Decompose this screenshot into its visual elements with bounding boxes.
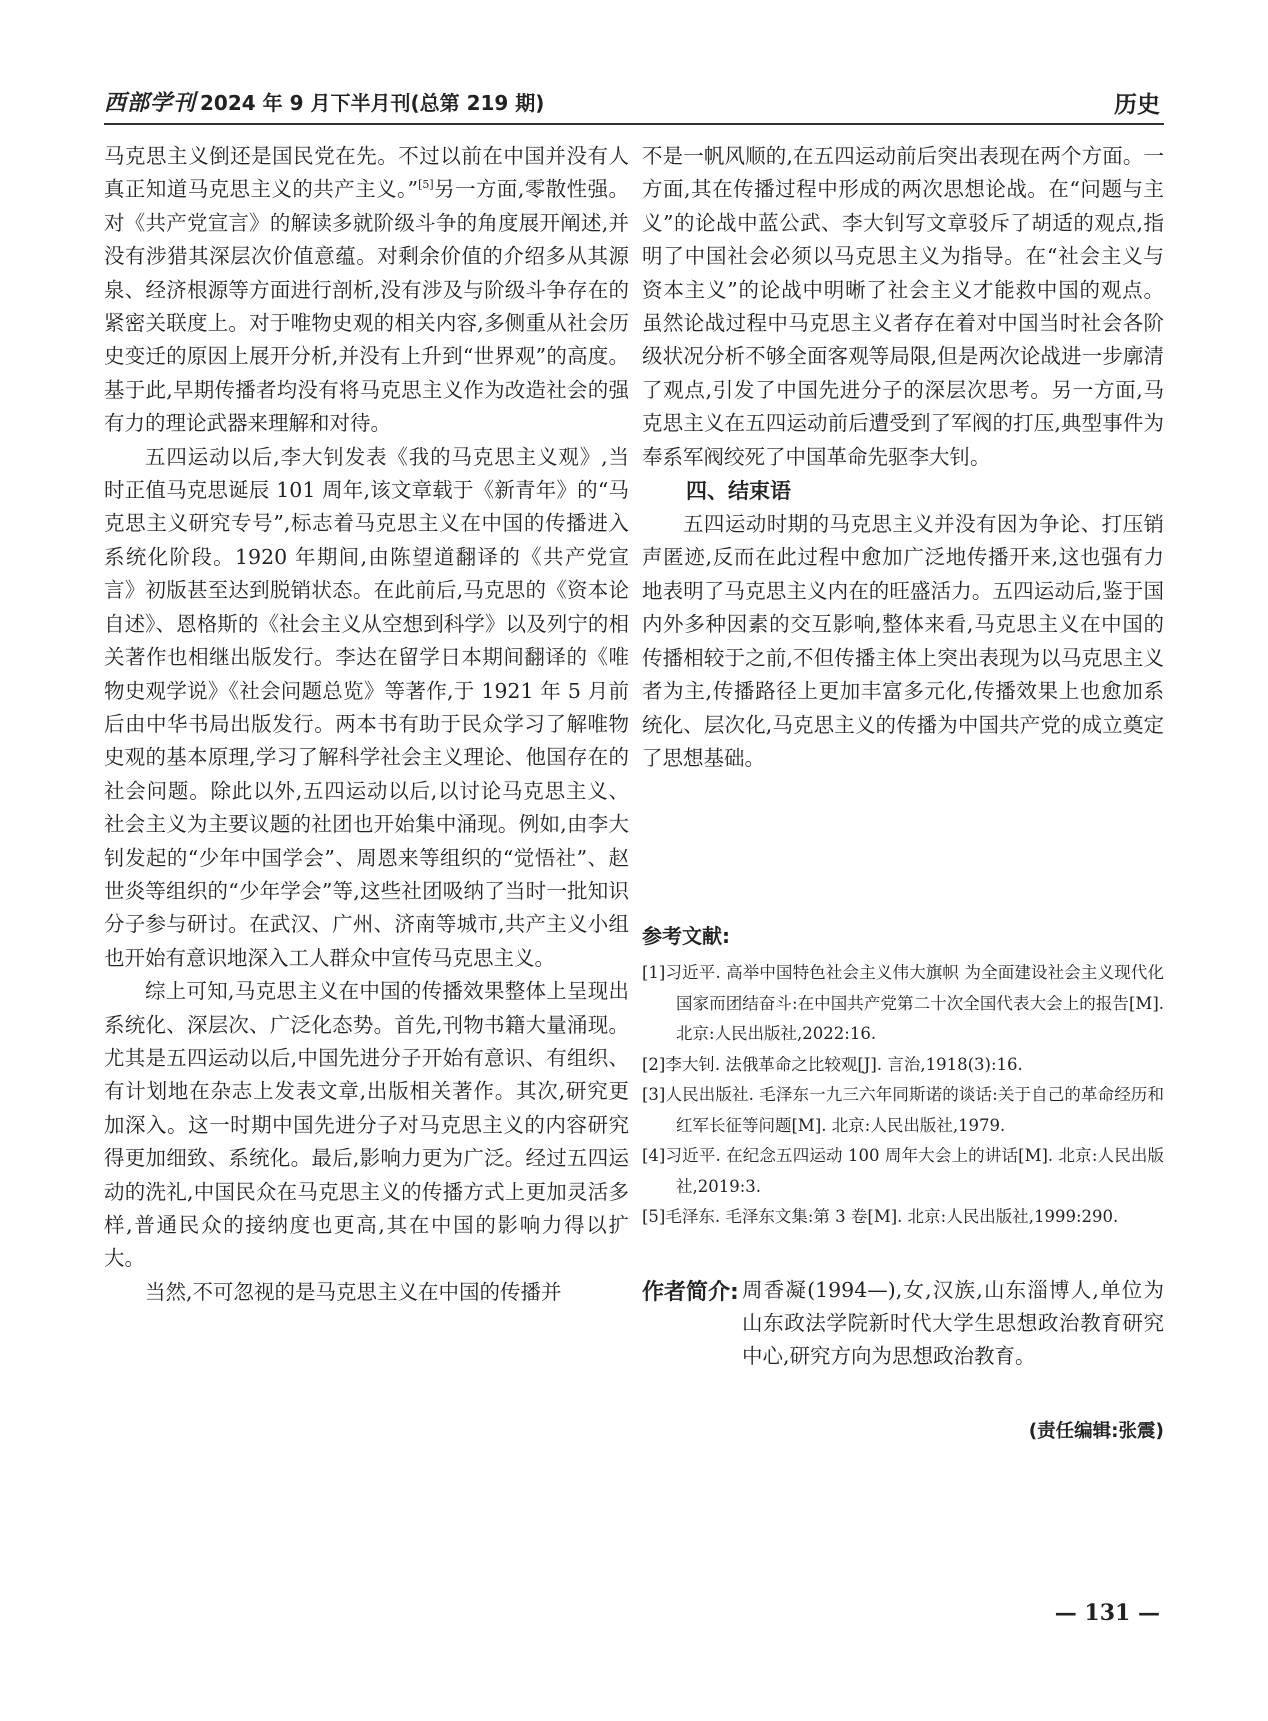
reference-item: [4]习近平. 在纪念五四运动 100 周年大会上的讲话[M]. 北京:人民出版社,2019:3. xyxy=(642,1146,1164,1196)
references-title: 参考文献: xyxy=(642,924,730,948)
journal-logo: 西部学刊 xyxy=(104,90,197,116)
page-header xyxy=(104,86,1164,120)
left-paragraph-1-text: 马克思主义倒还是国民党在先。不过以前在中国并没有人真正知道马克思主义的共产主义。” xyxy=(104,144,629,202)
responsible-editor: (责任编辑:张震) xyxy=(1028,1421,1164,1442)
reference-item: [5]毛泽东. 毛泽东文集:第 3 卷[M]. 北京:人民出版社,1999:290. xyxy=(642,1207,1119,1226)
left-paragraph-4: 当然,不可忽视的是马克思主义在中国的传播并 xyxy=(145,1279,562,1304)
journal-issue: 2024 年 9 月下半月刊(总第 219 期) xyxy=(200,91,545,115)
reference-item: [1]习近平. 高举中国特色社会主义伟大旗帜 为全面建设社会主义现代化国家而团结奋斗:在中国共产党第二十次全国代表大会上的报告[M]. 北京:人民出版社,2022:16. xyxy=(642,963,1164,1043)
left-column xyxy=(104,140,629,1309)
citation-5: [5] xyxy=(418,178,434,192)
page-number: — 131 — xyxy=(1054,1600,1160,1626)
left-paragraph-1 xyxy=(104,140,629,441)
section-tag: 历史 xyxy=(1114,92,1160,118)
section-heading: 四、结束语 xyxy=(686,479,791,504)
reference-item: [3]人民出版社. 毛泽东一九三六年同斯诺的谈话:关于自己的革命经历和红军长征等问题[M]. 北京:人民出版社,1979. xyxy=(642,1085,1164,1135)
author-bio: 周香凝(1994—),女,汉族,山东淄博人,单位为山东政法学院新时代大学生思想政治教育研究中心,研究方向为思想政治教育。 xyxy=(742,1278,1164,1368)
references-list xyxy=(642,958,1164,1233)
right-column xyxy=(642,140,1164,775)
left-paragraph-2: 五四运动以后,李大钊发表《我的马克思主义观》,当时正值马克思诞辰 101 周年,该文章载于《新青年》的“马克思主义研究专号”,标志着马克思主义在中国的传播进入系统化阶段。1920 年期间,由陈望道翻译的《共产党宣言》初版甚至达到脱销状态。在此前后,马克思的《资本论自述》、恩格斯的《社会主义从空想到科学》以及列宁的相关著作也相继出版发行。李达在留学日本期间翻译的《唯物史观学说》《社会问题总览》等著作,于 1921 年 5 月前后由中华书局出版发行。两本书有助于民众学习了解唯物史观的基本原理,学习了解科学社会主义理论、他国存在的社会问题。除此以外,五四运动以后,以讨论马克思主义、社会主义为主要议题的社团也开始集中涌现。例如,由李大钊发起的“少年中国学会”、周恩来等组织的“觉悟社”、赵世炎等组织的“少年学会”等,这些社团吸纳了当时一批知识分子参与研讨。在武汉、广州、济南等城市,共产主义小组也开始有意识地深入工人群众中宣传马克思主义。 xyxy=(104,444,629,970)
left-paragraph-3: 综上可知,马克思主义在中国的传播效果整体上呈现出系统化、深层次、广泛化态势。首先,刊物书籍大量涌现。尤其是五四运动以后,中国先进分子开始有意识、有组织、有计划地在杂志上发表文章,出版相关著作。其次,研究更加深入。这一时期中国先进分子对马克思主义的内容研究得更加细致、系统化。最后,影响力更为广泛。经过五四运动的洗礼,中国民众在马克思主义的传播方式上更加灵活多样,普通民众的接纳度也更高,其在中国的影响力得以扩大。 xyxy=(104,979,629,1271)
right-paragraph-1: 不是一帆风顺的,在五四运动前后突出表现在两个方面。一方面,其在传播过程中形成的两次思想论战。在“问题与主义”的论战中蓝公武、李大钊写文章驳斥了胡适的观点,指明了中国社会必须以马克思主义为指导。在“社会主义与资本主义”的论战中明晰了社会主义才能救中国的观点。虽然论战过程中马克思主义者存在着对中国当时社会各阶级状况分析不够全面客观等局限,但是两次论战进一步廓清了观点,引发了中国先进分子的深层次思考。另一方面,马克思主义在五四运动前后遭受到了军阀的打压,典型事件为奉系军阀绞死了中国革命先驱李大钊。 xyxy=(642,144,1164,469)
header-rule xyxy=(104,123,1164,125)
reference-item: [2]李大钊. 法俄革命之比较观[J]. 言治,1918(3):16. xyxy=(642,1054,1023,1074)
left-paragraph-1-tail: 另一方面,零散性强。对《共产党宣言》的解读多就阶级斗争的角度展开阐述,并没有涉猎其深层次价值意蕴。对剩余价值的介绍多从其源泉、经济根源等方面进行剖析,没有涉及与阶级斗争存在的紧密关联度上。对于唯物史观的相关内容,多侧重从社会历史变迁的原因上展开分析,并没有上升到“世界观”的高度。基于此,早期传播者均没有将马克思主义作为改造社会的强有力的理论武器来理解和对待。 xyxy=(104,177,629,436)
right-paragraph-2: 五四运动时期的马克思主义并没有因为争论、打压销声匿迹,反而在此过程中愈加广泛地传播开来,这也强有力地表明了马克思主义内在的旺盛活力。五四运动后,鉴于国内外多种因素的交互影响,整体来看,马克思主义在中国的传播相较于之前,不但传播主体上突出表现为以马克思主义者为主,传播路径上更加丰富多元化,传播效果上也愈加系统化、层次化,马克思主义的传播为中国共产党的成立奠定了思想基础。 xyxy=(642,512,1164,770)
author-label: 作者简介: xyxy=(642,1280,739,1305)
